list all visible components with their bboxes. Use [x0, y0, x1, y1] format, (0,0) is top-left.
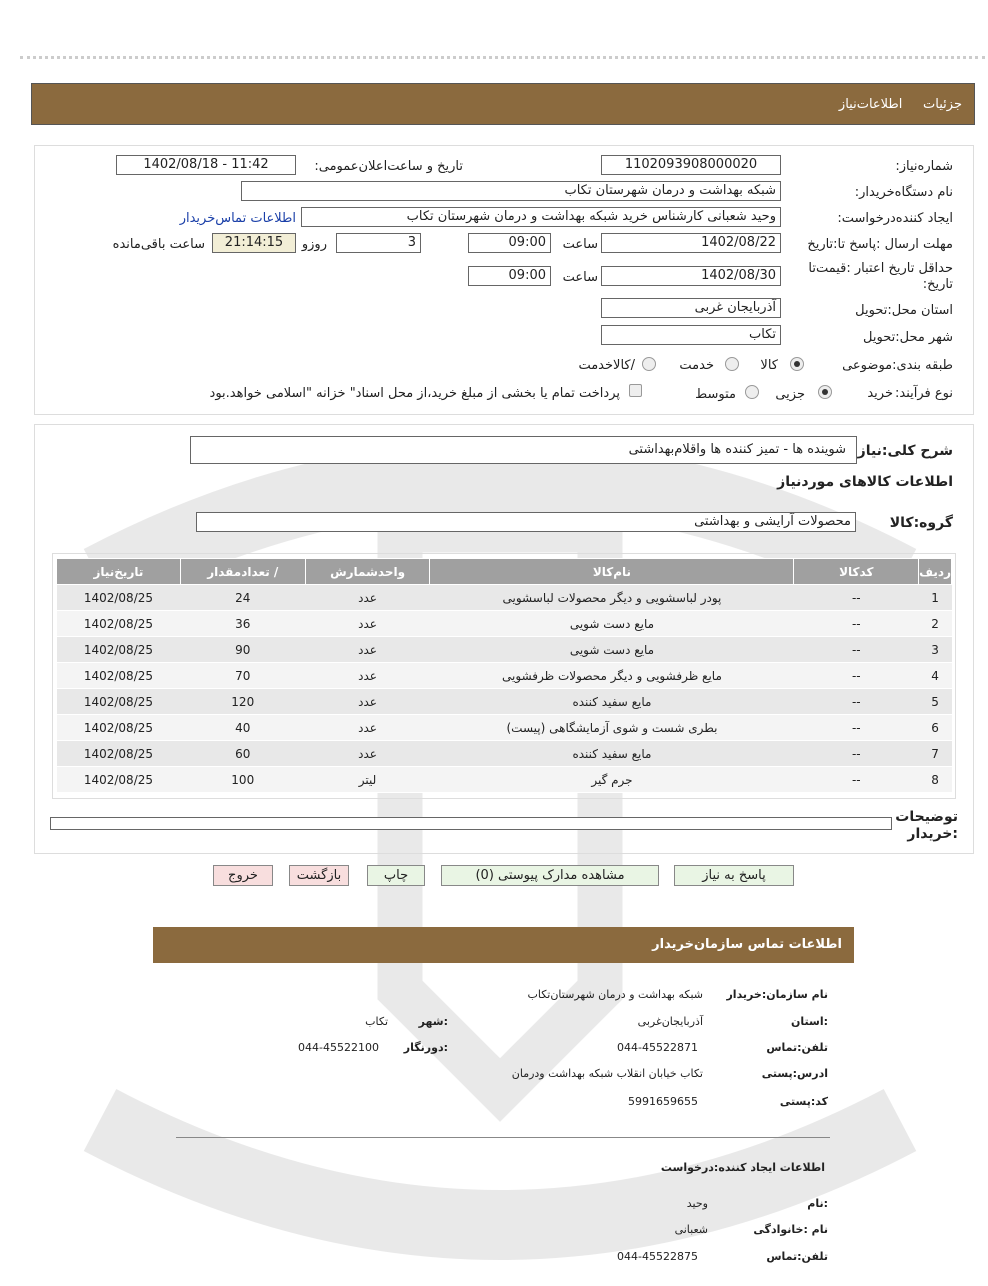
cell-unit: عدد: [305, 663, 430, 689]
cell-name: مایع سفید کننده: [430, 741, 794, 767]
deadline-time-label: ساعت: [562, 237, 598, 252]
address-label: ادرس:پستی: [761, 1067, 828, 1080]
cell-name: مایع سفید کننده: [430, 689, 794, 715]
deadline-date-field: 1402/08/22: [601, 233, 781, 253]
group-label: گروه:کالا: [889, 515, 953, 531]
tab-need-info[interactable]: اطلاعات‌نیاز: [838, 97, 903, 112]
cell-row: 3: [919, 637, 952, 663]
cell-qty: 90: [180, 637, 305, 663]
phone-value: 044-45522871: [617, 1041, 698, 1054]
category-service-label: خدمت: [679, 358, 714, 373]
cell-name: بطری شست و شوی آزمایشگاهی (پیست): [430, 715, 794, 741]
cell-date: 1402/08/25: [57, 663, 181, 689]
first-name-value: وحید: [686, 1197, 708, 1210]
cell-date: 1402/08/25: [57, 689, 181, 715]
fax-value: 044-45522100: [298, 1041, 379, 1054]
creator-info-title: اطلاعات ایجاد کننده:درخواست: [660, 1161, 825, 1174]
org-label: نام سازمان:خریدار: [726, 988, 828, 1001]
buyer-notes-field: [50, 817, 892, 830]
cell-row: 4: [919, 663, 952, 689]
table-row: [57, 663, 952, 689]
cell-unit: عدد: [305, 637, 430, 663]
goods-section-title: اطلاعات کالاهای موردنیاز: [777, 474, 953, 490]
province-contact-label: :استان: [791, 1015, 828, 1028]
cell-unit: عدد: [305, 715, 430, 741]
category-goods-radio[interactable]: [790, 357, 804, 371]
top-divider: [20, 56, 985, 59]
deadline-time-field: 09:00: [468, 233, 551, 253]
validity-label: حداقل تاریخ اعتبار :قیمت‌تا: [808, 261, 953, 276]
need-number-field: 1102093908000020: [601, 155, 781, 175]
city-label: شهر محل:تحویل: [863, 330, 953, 345]
process-partial-radio[interactable]: [818, 385, 832, 399]
city-contact-value: تکاب: [365, 1015, 388, 1028]
attachments-button[interactable]: مشاهده مدارک پیوستی (0): [441, 865, 659, 886]
remaining-label: ساعت باقی‌مانده: [112, 237, 205, 252]
contact-header: اطلاعات تماس سازمان‌خریدار: [153, 927, 854, 963]
cell-code: --: [794, 715, 919, 741]
cell-row: 8: [919, 767, 952, 793]
process-buy-label: خرید: [867, 386, 893, 401]
buyer-contact-link[interactable]: اطلاعات تماس‌خریدار: [179, 211, 296, 226]
cell-qty: 40: [180, 715, 305, 741]
table-row: [57, 585, 952, 611]
first-name-label: :نام: [807, 1197, 828, 1210]
col-date: تاریخ‌نیاز: [57, 559, 181, 585]
buyer-field: شبکه بهداشت و درمان شهرستان تکاب: [241, 181, 781, 201]
back-button[interactable]: بازگشت: [289, 865, 349, 886]
cell-qty: 120: [180, 689, 305, 715]
items-table: [56, 558, 952, 793]
cell-code: --: [794, 637, 919, 663]
cell-qty: 70: [180, 663, 305, 689]
tab-details[interactable]: جزئیات: [923, 97, 962, 112]
payment-note: پرداخت تمام یا بخشی از مبلغ خرید،از محل اسناد" خزانه "اسلامی خواهد.بود: [209, 386, 620, 401]
cell-date: 1402/08/25: [57, 637, 181, 663]
cell-row: 2: [919, 611, 952, 637]
category-both-radio[interactable]: [642, 357, 656, 371]
cell-name: مایع دست شویی: [430, 611, 794, 637]
province-contact-value: آذربایجان‌غربی: [637, 1015, 703, 1028]
validity-time-label: ساعت: [562, 270, 598, 285]
cell-name: مایع دست شویی: [430, 637, 794, 663]
table-row: [57, 741, 952, 767]
cell-qty: 60: [180, 741, 305, 767]
reply-button[interactable]: پاسخ به نیاز: [674, 865, 794, 886]
cell-date: 1402/08/25: [57, 611, 181, 637]
cell-code: --: [794, 767, 919, 793]
city-field: تکاب: [601, 325, 781, 345]
group-field: محصولات آرایشی و بهداشتی: [196, 512, 856, 532]
cell-row: 5: [919, 689, 952, 715]
postal-label: کد:پستی: [779, 1095, 828, 1108]
cell-qty: 24: [180, 585, 305, 611]
category-service-radio[interactable]: [725, 357, 739, 371]
cell-date: 1402/08/25: [57, 715, 181, 741]
creator-label: ایجاد کننده‌درخواست:: [837, 211, 953, 226]
cell-code: --: [794, 741, 919, 767]
cell-code: --: [794, 663, 919, 689]
cell-unit: لیتر: [305, 767, 430, 793]
creator-phone-value: 044-45522875: [617, 1250, 698, 1263]
cell-code: --: [794, 689, 919, 715]
col-row: ردیف: [919, 559, 952, 585]
table-row: [57, 689, 952, 715]
buyer-label: نام دستگاه‌خریدار:: [854, 185, 953, 200]
cell-date: 1402/08/25: [57, 741, 181, 767]
treasury-checkbox[interactable]: [629, 384, 642, 397]
cell-unit: عدد: [305, 689, 430, 715]
days-field: 3: [336, 233, 421, 253]
announce-field: 1402/08/18 - 11:42: [116, 155, 296, 175]
cell-row: 6: [919, 715, 952, 741]
cell-row: 1: [919, 585, 952, 611]
org-value: شبکه بهداشت و درمان شهرستان‌تکاب: [527, 988, 703, 1001]
cell-qty: 100: [180, 767, 305, 793]
category-label: طبقه بندی:موضوعی: [842, 358, 953, 373]
cell-code: --: [794, 611, 919, 637]
postal-value: 5991659655: [628, 1095, 698, 1108]
table-row: [57, 611, 952, 637]
cell-code: --: [794, 585, 919, 611]
cell-unit: عدد: [305, 585, 430, 611]
validity-date-field: 1402/08/30: [601, 266, 781, 286]
cell-name: پودر لباسشویی و دیگر محصولات لباسشویی: [430, 585, 794, 611]
address-value: تکاب خیابان انقلاب شبکه بهداشت ودرمان: [511, 1067, 703, 1080]
last-name-value: شعبانی: [674, 1223, 708, 1236]
province-field: آذربایجان غربی: [601, 298, 781, 318]
cell-date: 1402/08/25: [57, 767, 181, 793]
validity-label-2: تاریخ:: [922, 277, 953, 292]
cell-name: مایع ظرفشویی و دیگر محصولات ظرفشویی: [430, 663, 794, 689]
remaining-time-field: 21:14:15: [212, 233, 296, 253]
col-unit: واحدشمارش: [305, 559, 430, 585]
announce-label: تاریخ و ساعت‌اعلان‌عمومی:: [314, 159, 463, 174]
process-medium-label: متوسط: [695, 387, 736, 402]
summary-field: شوینده ها - تمیز کننده ها واقلام‌بهداشتی: [190, 436, 857, 464]
creator-field: وحید شعبانی کارشناس خرید شبکه بهداشت و درمان شهرستان تکاب: [301, 207, 781, 227]
cell-name: جرم گیر: [430, 767, 794, 793]
validity-time-field: 09:00: [468, 266, 551, 286]
cell-unit: عدد: [305, 741, 430, 767]
phone-label: تلفن:تماس: [766, 1041, 828, 1054]
notes-label: توضیحات: [895, 809, 958, 825]
table-header-row: [57, 559, 952, 585]
cell-qty: 36: [180, 611, 305, 637]
cell-unit: عدد: [305, 611, 430, 637]
cell-date: 1402/08/25: [57, 585, 181, 611]
days-label: روزو: [301, 237, 327, 252]
process-medium-radio[interactable]: [745, 385, 759, 399]
col-qty: / تعدادمقدار: [180, 559, 305, 585]
province-label: استان محل:تحویل: [855, 303, 953, 318]
contact-divider: [176, 1137, 830, 1138]
print-button[interactable]: چاپ: [367, 865, 425, 886]
table-row: [57, 637, 952, 663]
city-contact-label: :شهر: [418, 1015, 448, 1028]
process-partial-label: جزیی: [775, 387, 805, 402]
table-row: [57, 767, 952, 793]
process-label: نوع فرآیند:: [895, 386, 953, 401]
fax-label: :دورنگار: [403, 1041, 448, 1054]
category-goods-label: کالا: [760, 358, 778, 373]
col-code: کدکالا: [794, 559, 919, 585]
exit-button[interactable]: خروج: [213, 865, 273, 886]
category-both-label: /کالاخدمت: [578, 358, 635, 373]
need-number-label: شماره‌نیاز:: [895, 159, 953, 174]
page-header: [31, 83, 975, 125]
notes-label-2: :خریدار: [907, 826, 958, 842]
cell-row: 7: [919, 741, 952, 767]
summary-label: شرح کلی:نیاز: [857, 443, 953, 459]
col-name: نام‌کالا: [430, 559, 794, 585]
creator-phone-label: تلفن:تماس: [766, 1250, 828, 1263]
deadline-label: مهلت ارسال :پاسخ تا:تاریخ: [807, 237, 953, 252]
table-row: [57, 715, 952, 741]
last-name-label: نام :خانوادگی: [753, 1223, 828, 1236]
